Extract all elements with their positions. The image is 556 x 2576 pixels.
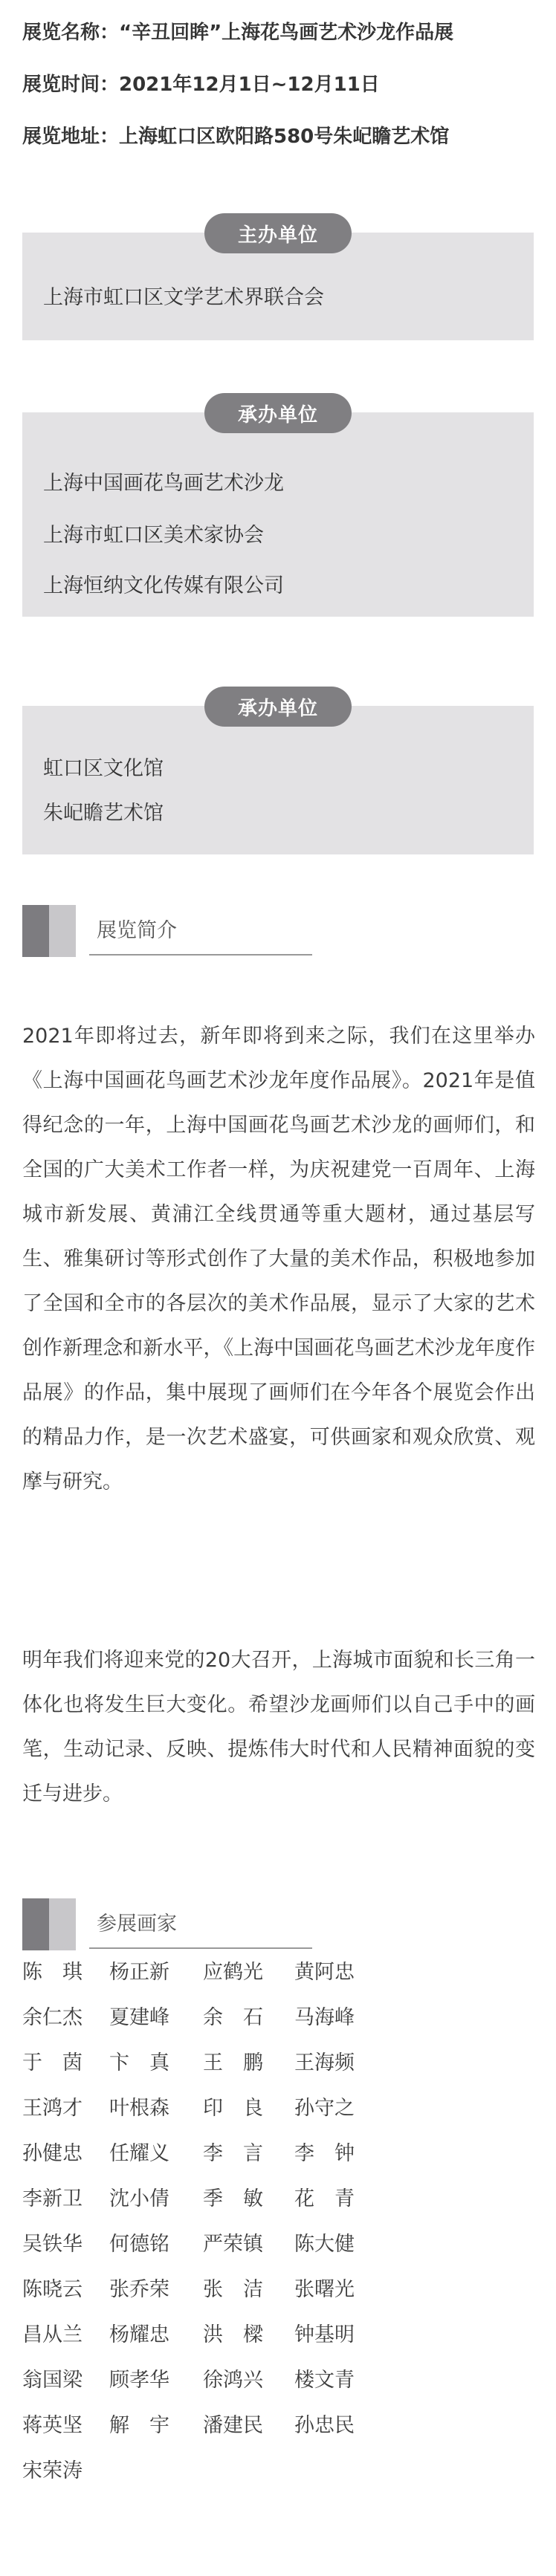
artist-name: 余 石 [203, 2006, 263, 2029]
artist-name: 余仁杰 [22, 2006, 83, 2029]
artist-name: 陈晓云 [22, 2278, 83, 2301]
artist-name: 解 宇 [109, 2414, 169, 2437]
intro-text-1: 2021年即将过去，新年即将到来之际，我们在这里举办《上海中国画花鸟画艺术沙龙年度作品展》。2021年是值得纪念的一年，上海中国画花鸟画艺术沙龙的画师们，和全国的广大美术工作者一样，为庆祝建党一百周年、上海城市新发展、黄浦江全线贯通等重大题材，通过基层写生、雅集研讨等形式创作了大量的美术作品，积极地参加了全国和全市的各层次的美术作品展，显示了大家的艺术创作新理念和新水平，《上海中国画花鸟画艺术沙龙年度作品展》的作品，集中展现了画师们在今年各个展览会作出的精品力作，是一次艺术盛宴，可供画家和观众欣赏、观摩与研究。 [22, 1025, 535, 1493]
artist-name: 杨耀忠 [109, 2323, 169, 2346]
artist-name: 陈大健 [294, 2233, 355, 2256]
artist-name: 马海峰 [294, 2006, 355, 2029]
organizer-item: 上海市虹口区文学艺术界联合会 [43, 286, 324, 309]
artists-title: 参展画家 [97, 1912, 177, 1936]
artist-name: 王海频 [294, 2051, 355, 2074]
artist-name: 张 洁 [203, 2278, 263, 2301]
artist-name: 潘建民 [203, 2414, 263, 2437]
artist-name: 王鸿才 [22, 2097, 83, 2120]
exhibition-address: 展览地址：上海虹口区欧阳路580号朱屺瞻艺术馆 [22, 126, 450, 148]
artist-name: 李新卫 [22, 2187, 83, 2210]
artist-name: 任耀义 [109, 2142, 169, 2165]
header-block-dark [22, 1898, 49, 1950]
intro-section-header [22, 905, 320, 957]
organizer-box [22, 224, 534, 340]
artist-name: 卞 真 [109, 2051, 169, 2074]
co-organizer-item: 朱屺瞻艺术馆 [43, 802, 164, 825]
artist-name: 季 敏 [203, 2187, 263, 2210]
co-organizer-badge: 承办单位 [204, 687, 352, 727]
exhibition-name: 展览名称：“辛丑回眸”上海花鸟画艺术沙龙作品展 [22, 22, 454, 44]
undertaker-item: 上海恒纳文化传媒有限公司 [43, 574, 284, 597]
co-organizer-box [22, 697, 534, 854]
intro-title: 展览简介 [97, 919, 177, 942]
artist-name: 楼文青 [294, 2369, 355, 2392]
artist-name: 于 茵 [22, 2051, 83, 2074]
artist-name: 洪 樑 [203, 2323, 263, 2346]
artist-name: 蒋英坚 [22, 2414, 83, 2437]
artist-name: 李 钟 [294, 2142, 355, 2165]
artist-name: 严荣镇 [203, 2233, 263, 2256]
header-block-dark [22, 905, 49, 957]
co-organizer-item: 虹口区文化馆 [43, 757, 164, 780]
intro-text-2: 明年我们将迎来党的20大召开，上海城市面貌和长三角一体化也将发生巨大变化。希望沙龙画师们以自己手中的画笔，生动记录、反映、提炼伟大时代和人民精神面貌的变迁与进步。 [22, 1649, 535, 1806]
organizer-badge: 主办单位 [204, 213, 352, 253]
header-underline [89, 1947, 312, 1949]
intro-paragraph-2 [22, 1638, 535, 1817]
artist-name: 昌从兰 [22, 2323, 83, 2346]
undertaker-item: 上海中国画花鸟画艺术沙龙 [43, 472, 284, 495]
artist-name: 杨正新 [109, 1961, 169, 1984]
artist-name: 陈 琪 [22, 1961, 83, 1984]
exhibition-time: 展览时间：2021年12月1日~12月11日 [22, 74, 380, 96]
intro-paragraph-1 [22, 1014, 535, 1505]
artist-name: 印 良 [203, 2097, 263, 2120]
artist-name: 花 青 [294, 2187, 355, 2210]
artist-name: 徐鸿兴 [203, 2369, 263, 2392]
artist-name: 黄阿忠 [294, 1961, 355, 1984]
artist-name: 何德铭 [109, 2233, 169, 2256]
artist-name: 吴铁华 [22, 2233, 83, 2256]
header-underline [89, 954, 312, 956]
artist-name: 孙健忠 [22, 2142, 83, 2165]
header-block-light [49, 905, 76, 957]
artist-name: 夏建峰 [109, 2006, 169, 2029]
artists-section-header [22, 1898, 320, 1950]
artist-name: 沈小倩 [109, 2187, 169, 2210]
undertaker-box [22, 403, 534, 617]
artist-name: 李 言 [203, 2142, 263, 2165]
artist-name: 张乔荣 [109, 2278, 169, 2301]
artist-name: 孙守之 [294, 2097, 355, 2120]
header-block-light [49, 1898, 76, 1950]
artist-name: 张曙光 [294, 2278, 355, 2301]
undertaker-item: 上海市虹口区美术家协会 [43, 524, 264, 547]
artist-name: 宋荣涛 [22, 2459, 83, 2482]
artist-name: 顾孝华 [109, 2369, 169, 2392]
artist-name: 叶根森 [109, 2097, 169, 2120]
artist-name: 翁国梁 [22, 2369, 83, 2392]
artist-name: 应鹤光 [203, 1961, 263, 1984]
undertaker-badge: 承办单位 [204, 393, 352, 433]
artist-name: 王 鹏 [203, 2051, 263, 2074]
artist-name: 孙忠民 [294, 2414, 355, 2437]
artist-name: 钟基明 [294, 2323, 355, 2346]
